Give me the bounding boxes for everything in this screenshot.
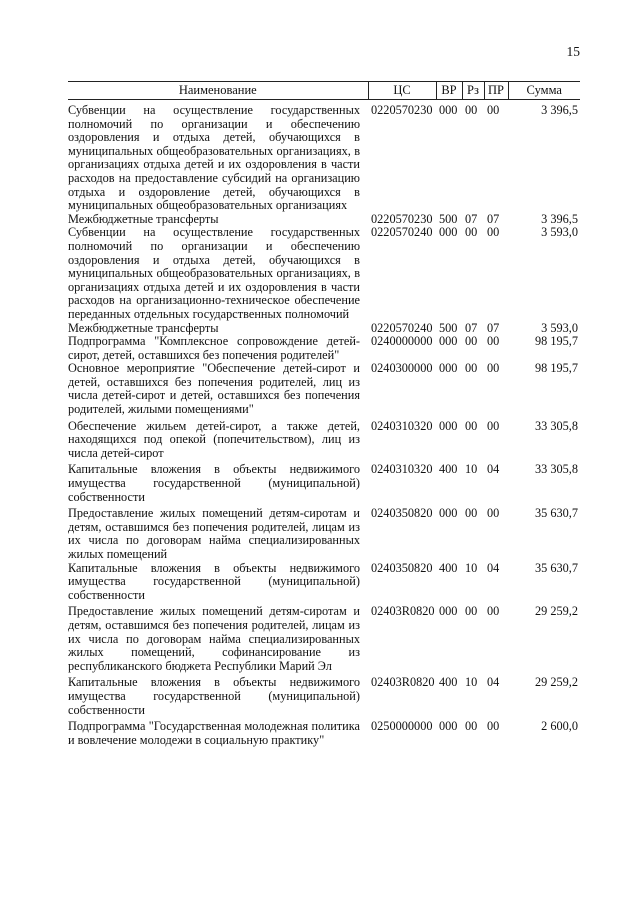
- row-name-cell: Предоставление жилых помещений детям-сиротам и детям, оставшимся без попечения родителей, лицам из их числа по договорам найма специализированных жилых помещений: [68, 506, 360, 561]
- row-vr-cell: 400: [439, 462, 458, 477]
- row-name-cell: Капитальные вложения в объекты недвижимого имущества государственной (муниципальной) собственности: [68, 675, 360, 717]
- table-row: [68, 322, 580, 336]
- row-pr-cell: 04: [487, 560, 500, 575]
- row-name-cell: Основное мероприятие "Обеспечение детей-сирот и детей, оставшихся без попечения родителей, лиц из числа детей-сирот и детей, оставшихся без попечения родителей, жилыми помещениями": [68, 361, 360, 417]
- row-vr-cell: 400: [439, 560, 458, 575]
- row-cs-cell: 0220570240: [371, 320, 433, 335]
- row-pr-cell: 04: [487, 675, 500, 690]
- row-name-cell: Капитальные вложения в объекты недвижимого имущества государственной (муниципальной) собственности: [68, 462, 360, 504]
- row-cs-cell: 0250000000: [371, 719, 433, 734]
- row-pr-cell: 00: [487, 103, 500, 117]
- row-rz-cell: 00: [465, 225, 478, 240]
- row-vr-cell: 000: [439, 506, 458, 521]
- row-sum-cell: 3 593,0: [541, 225, 578, 240]
- table-row: [68, 335, 580, 362]
- row-name-cell: Обеспечение жильем детей-сирот, а также детей, находящихся под опекой (попечительством), лиц из числа детей-сирот: [68, 418, 360, 460]
- table-row: [68, 717, 580, 747]
- table-body: [68, 100, 580, 748]
- row-rz-cell: 00: [465, 604, 478, 619]
- row-sum-cell: 3 396,5: [541, 211, 578, 226]
- row-rz-cell: 00: [465, 334, 478, 349]
- row-name-cell: Подпрограмма "Комплексное сопровождение детей-сирот, детей, оставшихся без попечения родителей": [68, 334, 360, 362]
- row-rz-cell: 10: [465, 462, 478, 477]
- row-cs-cell: 0240310320: [371, 462, 433, 477]
- row-sum-cell: 29 259,2: [534, 675, 578, 690]
- row-name-cell: Межбюджетные трансферты: [68, 211, 219, 226]
- row-vr-cell: 400: [439, 675, 458, 690]
- table-row: [68, 213, 580, 227]
- row-vr-cell: 000: [439, 719, 458, 734]
- row-vr-cell: 000: [439, 103, 458, 117]
- row-name-cell: Капитальные вложения в объекты недвижимого имущества государственной (муниципальной) собственности: [68, 560, 360, 602]
- table-row: [68, 504, 580, 561]
- row-vr-cell: 000: [439, 361, 458, 376]
- row-pr-cell: 00: [487, 604, 500, 619]
- row-sum-cell: 3 396,5: [541, 103, 578, 117]
- column-header-name: Наименование: [68, 82, 368, 100]
- row-sum-cell: 3 593,0: [541, 320, 578, 335]
- row-pr-cell: 00: [487, 719, 500, 734]
- row-cs-cell: 0240300000: [371, 361, 433, 376]
- table-row: [68, 460, 580, 504]
- row-cs-cell: 0240350820: [371, 506, 433, 521]
- row-vr-cell: 000: [439, 334, 458, 349]
- row-rz-cell: 10: [465, 560, 478, 575]
- row-sum-cell: 35 630,7: [534, 506, 578, 521]
- row-sum-cell: 98 195,7: [534, 334, 578, 349]
- row-rz-cell: 00: [465, 361, 478, 376]
- row-vr-cell: 000: [439, 225, 458, 240]
- row-sum-cell: 98 195,7: [534, 361, 578, 376]
- row-cs-cell: 02403R0820: [371, 604, 435, 619]
- row-pr-cell: 04: [487, 462, 500, 477]
- row-name-cell: Субвенции на осуществление государственных полномочий по организации и обеспечению оздоровления и отдыха детей, обучающихся в муниципальных общеобразовательных организациях, в организациях отдыха детей и их оздоровления в части расходов на предоставление субсидий на организацию отдыха и оздоровление детей, обучающихся в муниципальных общеобразовательных организациях: [68, 103, 360, 213]
- row-pr-cell: 00: [487, 334, 500, 349]
- row-name-cell: Субвенции на осуществление государственных полномочий по организации и обеспечению оздоровления и отдыха детей, обучающихся в муниципальных общеобразовательных организациях, в организациях отдыха детей и их оздоровления в части расходов на организационно-техническое обеспечение переданных отдельных государственных полномочий: [68, 225, 360, 321]
- budget-table: [68, 81, 580, 747]
- row-cs-cell: 0220570230: [371, 103, 433, 117]
- row-pr-cell: 07: [487, 320, 500, 335]
- row-sum-cell: 29 259,2: [534, 604, 578, 619]
- row-name-cell: Предоставление жилых помещений детям-сиротам и детям, оставшимся без попечения родителей, лицам из их числа по договорам найма специализированных жилых помещений, софинансирование из республиканского бюджета Республики Марий Эл: [68, 604, 360, 673]
- row-vr-cell: 000: [439, 418, 458, 433]
- row-cs-cell: 0220570240: [371, 225, 433, 240]
- page-number: 15: [566, 44, 580, 59]
- row-pr-cell: 07: [487, 211, 500, 226]
- row-rz-cell: 00: [465, 418, 478, 433]
- row-cs-cell: 0240350820: [371, 560, 433, 575]
- row-cs-cell: 0240310320: [371, 418, 433, 433]
- table-row: [68, 673, 580, 717]
- row-pr-cell: 00: [487, 506, 500, 521]
- table-row: [68, 417, 580, 461]
- row-vr-cell: 500: [439, 320, 458, 335]
- row-cs-cell: 02403R0820: [371, 675, 435, 690]
- column-header-cs: ЦС: [368, 82, 436, 100]
- table-row: [68, 100, 580, 213]
- column-header-pr: ПР: [484, 82, 508, 100]
- row-pr-cell: 00: [487, 418, 500, 433]
- row-vr-cell: 000: [439, 604, 458, 619]
- row-rz-cell: 10: [465, 675, 478, 690]
- row-rz-cell: 00: [465, 719, 478, 734]
- row-sum-cell: 33 305,8: [534, 418, 578, 433]
- row-name-cell: Межбюджетные трансферты: [68, 320, 219, 335]
- column-header-vr: ВР: [436, 82, 462, 100]
- row-sum-cell: 35 630,7: [534, 560, 578, 575]
- row-sum-cell: 2 600,0: [541, 719, 578, 734]
- row-vr-cell: 500: [439, 211, 458, 226]
- row-name-cell: Подпрограмма "Государственная молодежная политика и вовлечение молодежи в социальную практику": [68, 719, 360, 747]
- table-row: [68, 562, 580, 603]
- column-header-rz: Рз: [462, 82, 484, 100]
- table-header: [68, 82, 580, 100]
- column-header-sum: Сумма: [508, 82, 580, 100]
- row-sum-cell: 33 305,8: [534, 462, 578, 477]
- table-row: [68, 362, 580, 416]
- row-rz-cell: 07: [465, 211, 478, 226]
- row-rz-cell: 07: [465, 320, 478, 335]
- row-pr-cell: 00: [487, 361, 500, 376]
- table-row: [68, 602, 580, 673]
- row-cs-cell: 0220570230: [371, 211, 433, 226]
- row-pr-cell: 00: [487, 225, 500, 240]
- table-row: [68, 226, 580, 321]
- row-rz-cell: 00: [465, 506, 478, 521]
- row-rz-cell: 00: [465, 103, 478, 117]
- row-cs-cell: 0240000000: [371, 334, 433, 349]
